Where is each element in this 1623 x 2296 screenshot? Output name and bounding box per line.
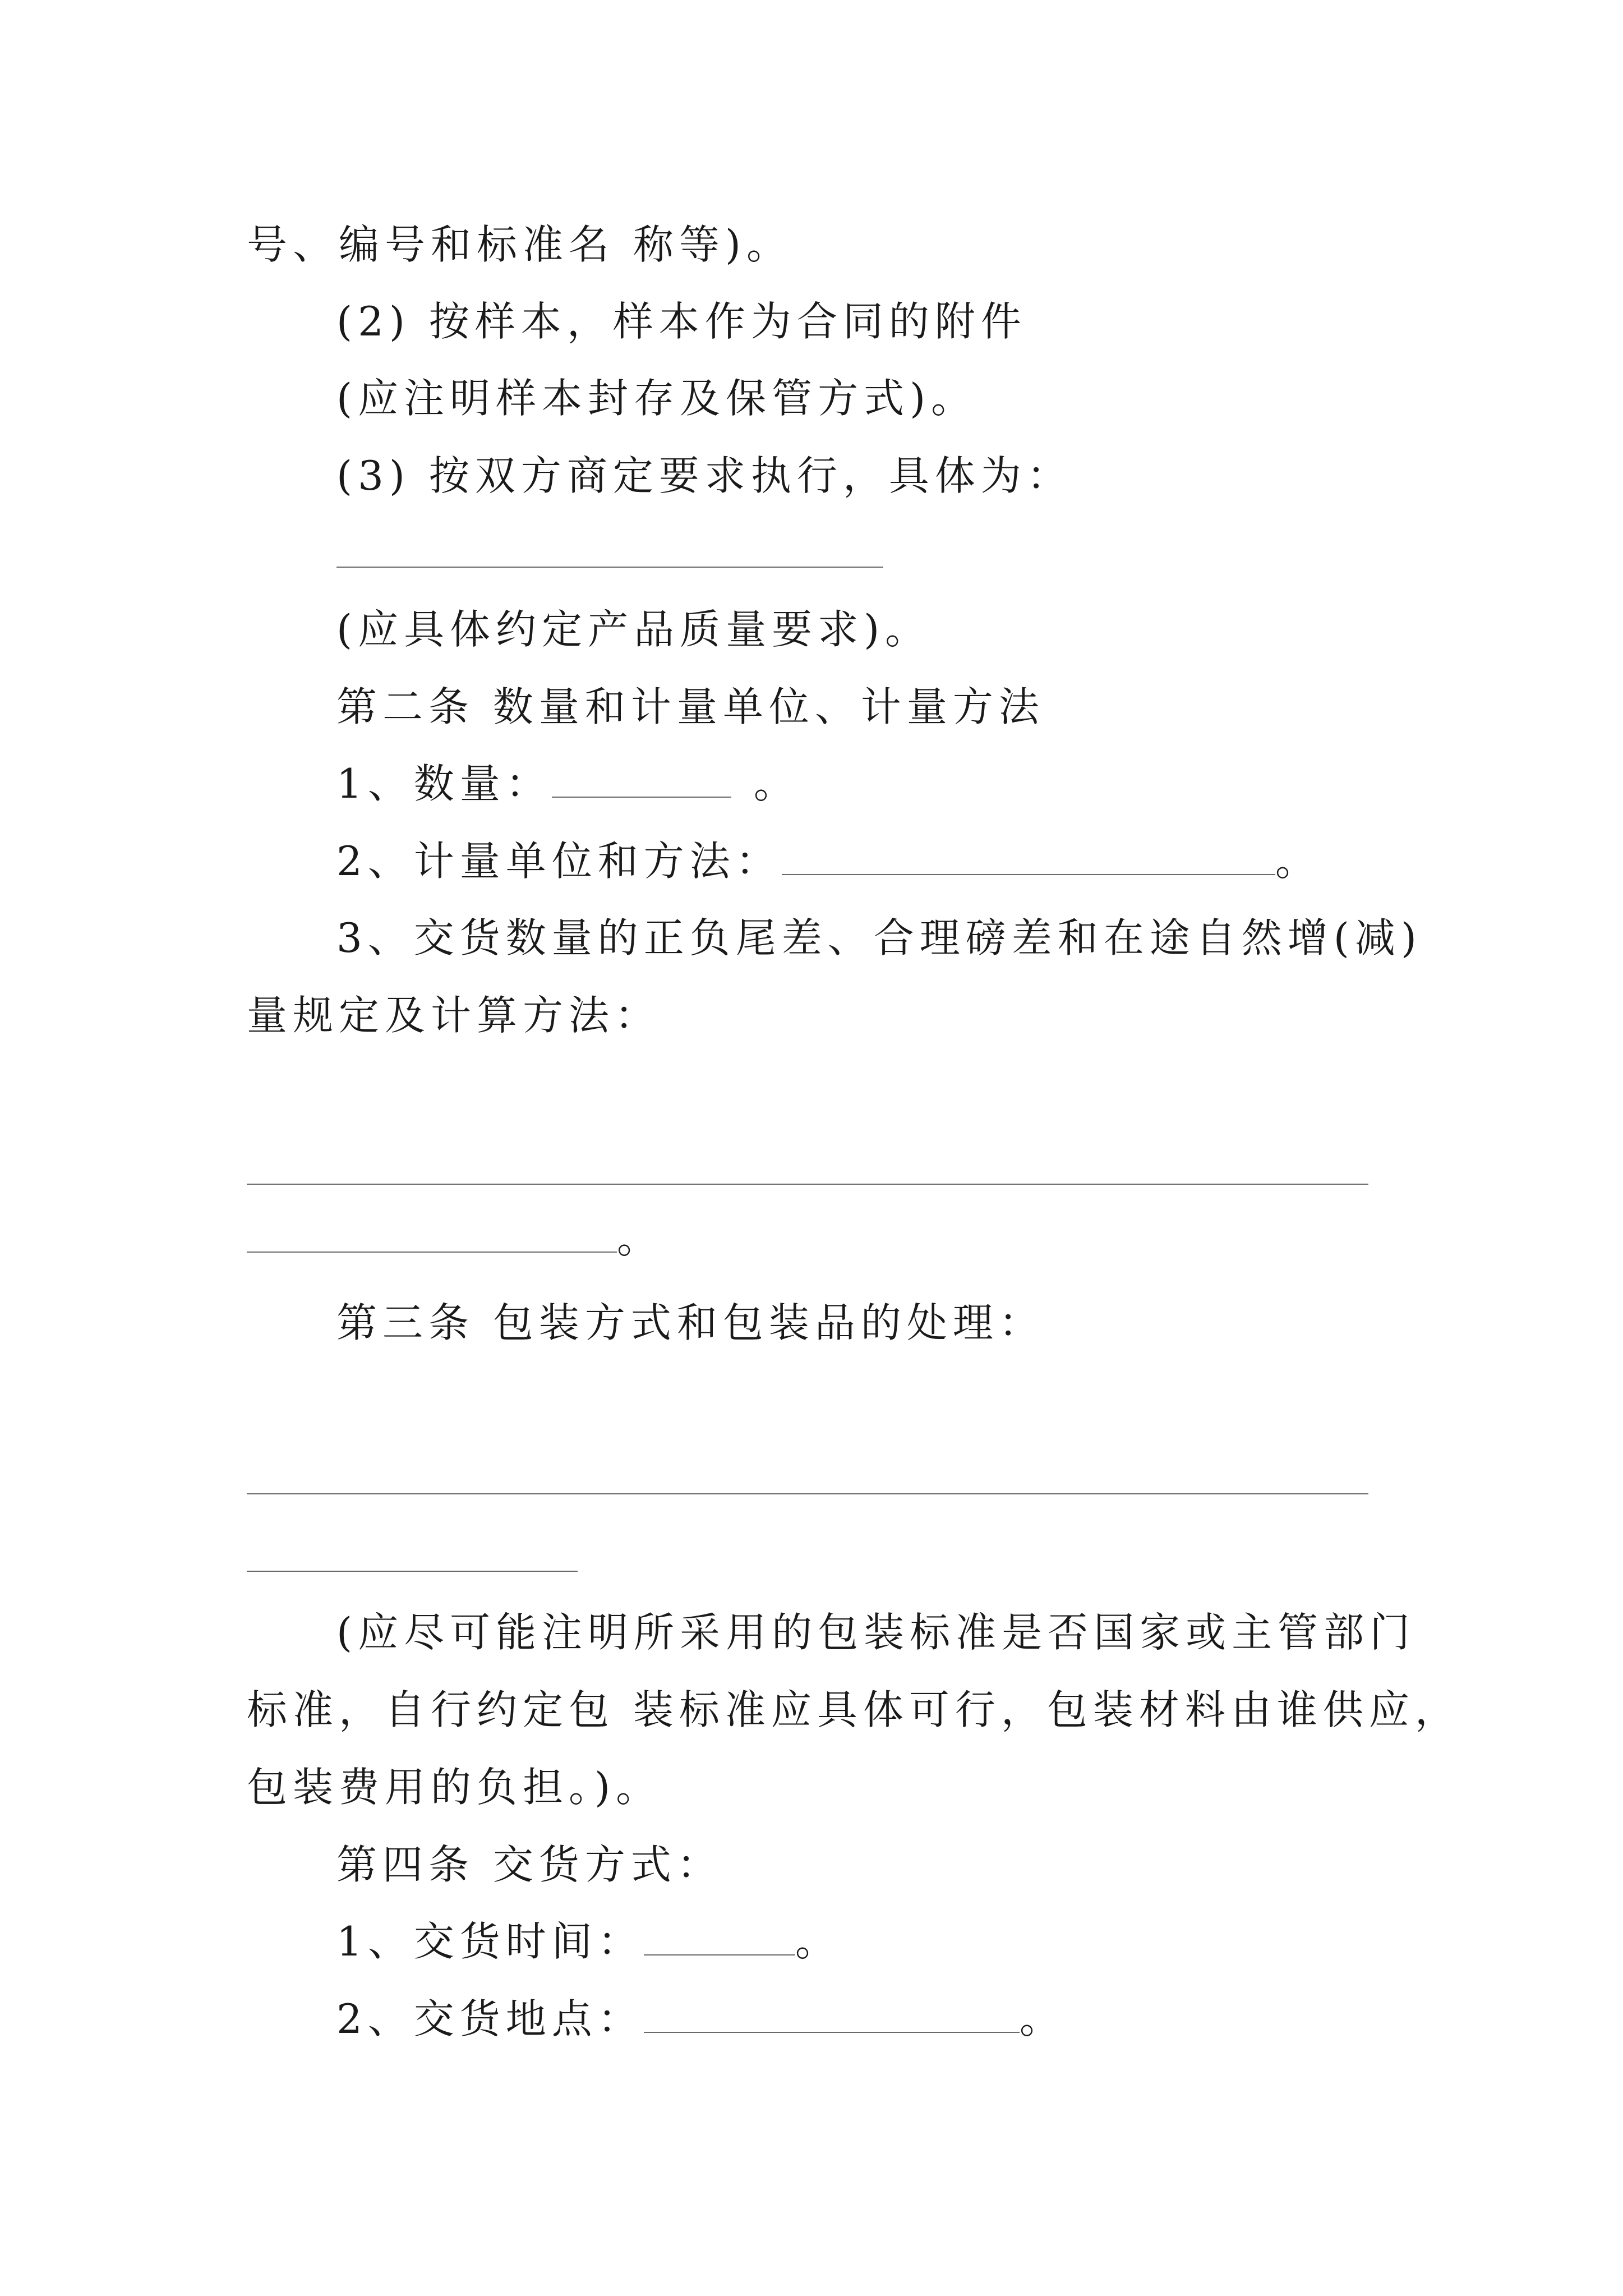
text-line: 号、编号和标准名 称等)。 — [247, 221, 792, 268]
text-line: 量规定及计算方法： — [247, 992, 661, 1039]
unit-method-label: 2、计量单位和方法： — [336, 838, 782, 885]
calc-method-period: 。 — [617, 1215, 663, 1262]
quantity-label: 1、数量： — [336, 760, 552, 807]
delivery-place-line — [336, 1992, 1066, 2046]
text-line: (应具体约定产品质量要求)。 — [336, 606, 932, 653]
delivery-place-blank — [644, 1998, 1020, 2033]
quantity-blank — [552, 763, 731, 798]
delivery-time-label: 1、交货时间： — [336, 1918, 644, 1965]
fill-in-rule — [247, 1184, 1368, 1185]
fill-in-rule — [247, 1571, 578, 1572]
article-heading: 第四条 交货方式： — [336, 1841, 723, 1888]
unit-method-period: 。 — [1275, 838, 1321, 885]
text-line: 包装费用的负担。)。 — [247, 1764, 662, 1811]
quantity-line — [336, 757, 800, 811]
quantity-period: 。 — [753, 760, 800, 807]
unit-method-blank — [782, 840, 1275, 875]
delivery-time-period: 。 — [795, 1918, 841, 1965]
article-heading: 第二条 数量和计量单位、计量方法 — [336, 683, 1045, 730]
text-line: (应注明样本封存及保管方式)。 — [336, 375, 978, 422]
delivery-place-period: 。 — [1019, 1995, 1066, 2042]
text-line: (3) 按双方商定要求执行，具体为： — [336, 452, 1073, 499]
text-line: (2) 按样本，样本作为合同的附件 — [336, 298, 1027, 345]
unit-method-line — [336, 834, 1321, 888]
text-line: (应尽可能注明所采用的包装标准是否国家或主管部门 — [336, 1609, 1416, 1656]
text-line: 标准，自行约定包 装标准应具体可行，包装材料由谁供应， — [247, 1686, 1461, 1733]
delivery-place-label: 2、交货地点： — [336, 1995, 644, 2042]
fill-in-rule — [336, 567, 883, 568]
text-line: 3、交货数量的正负尾差、合理磅差和在途自然增(减) — [336, 914, 1422, 961]
delivery-time-blank — [644, 1921, 795, 1955]
calc-method-blank — [247, 1218, 617, 1253]
delivery-time-line — [336, 1915, 841, 1968]
calc-method-tail — [247, 1212, 663, 1266]
fill-in-rule — [247, 1493, 1368, 1494]
article-heading: 第三条 包装方式和包装品的处理： — [336, 1299, 1045, 1346]
